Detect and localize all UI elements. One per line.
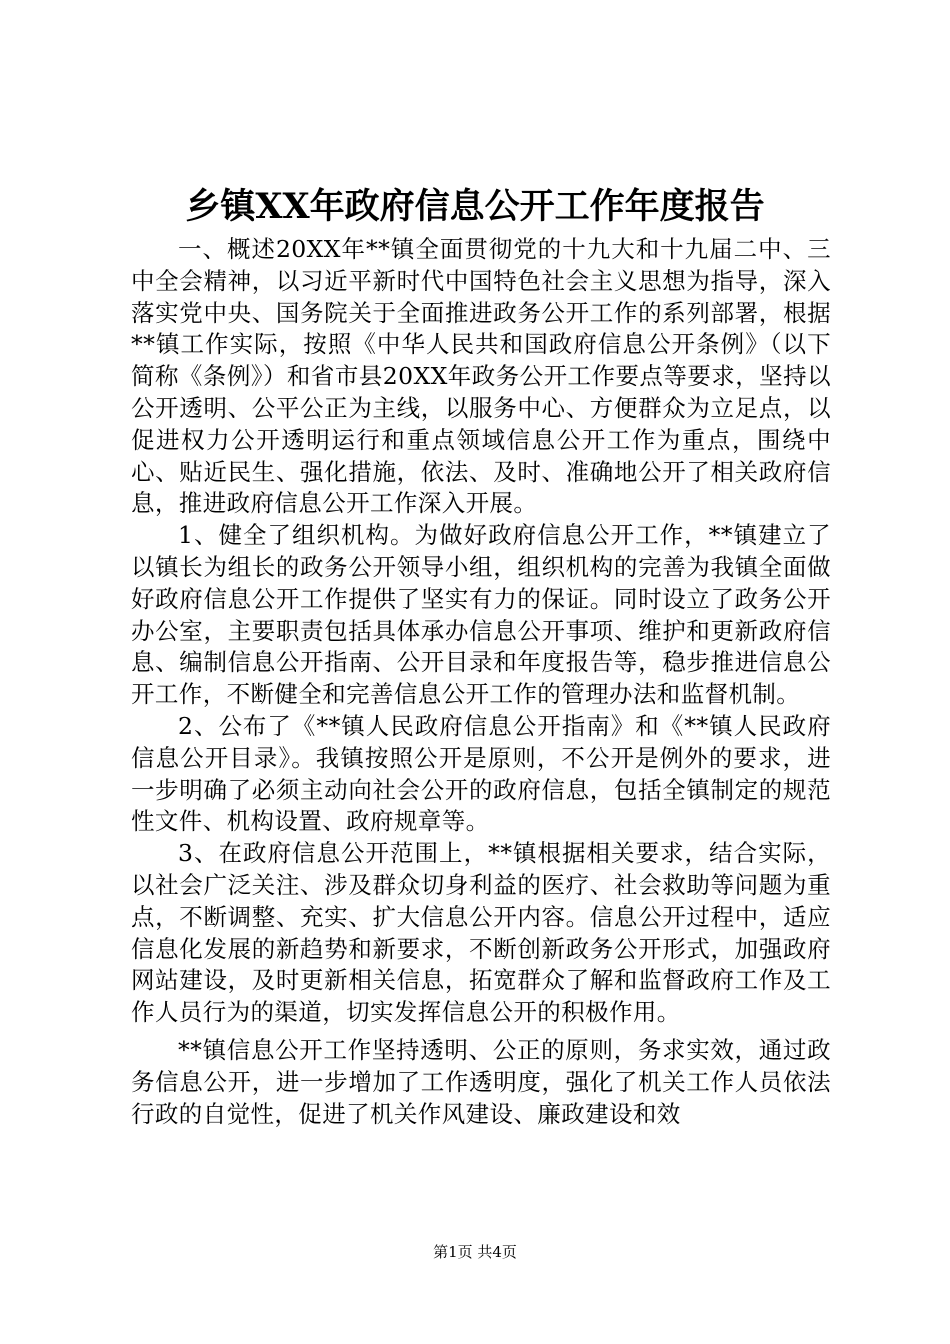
paragraph-organization: 1、健全了组织机构。为做好政府信息公开工作，**镇建立了以镇长为组长的政务公开领导小组，组织机构的完善为我镇全面做好政府信息公开工作提供了坚实有力的保证。同时设立了政务公开办公室，主要职责包括具体承办信息公开事项、维护和更新政府信息、编制信息公开指南、公开目录和年度报告等，稳步推进信息公开工作，不断健全和完善信息公开工作的管理办法和监督机制。: [131, 521, 831, 709]
paragraph-guide-catalog: 2、公布了《**镇人民政府信息公开指南》和《**镇人民政府信息公开目录》。我镇按照公开是原则，不公开是例外的要求，进一步明确了必须主动向社会公开的政府信息，包括全镇制定的规范性文件、机构设置、政府规章等。: [131, 711, 831, 836]
page-number: 第1页 共4页: [433, 1243, 517, 1261]
document-title: 乡镇XX年政府信息公开工作年度报告: [185, 186, 765, 227]
document-body: [131, 234, 831, 1130]
paragraph-principles: **镇信息公开工作坚持透明、公正的原则，务求实效，通过政务信息公开，进一步增加了工作透明度，强化了机关工作人员依法行政的自觉性，促进了机关作风建设、廉政建设和效: [131, 1035, 831, 1128]
paragraph-overview: 一、概述20XX年**镇全面贯彻党的十九大和十九届二中、三中全会精神，以习近平新时代中国特色社会主义思想为指导，深入落实党中央、国务院关于全面推进政务公开工作的系列部署，根据**镇工作实际，按照《中华人民共和国政府信息公开条例》（以下简称《条例》）和省市县20XX年政务公开工作要点等要求，坚持以公开透明、公平公正为主线，以服务中心、方便群众为立足点，以促进权力公开透明运行和重点领域信息公开工作为重点，围绕中心、贴近民生、强化措施，依法、及时、准确地公开了相关政府信息，推进政府信息公开工作深入开展。: [131, 235, 831, 518]
paragraph-scope: 3、在政府信息公开范围上，**镇根据相关要求，结合实际，以社会广泛关注、涉及群众切身利益的医疗、社会救助等问题为重点，不断调整、充实、扩大信息公开内容。信息公开过程中，适应信息化发展的新趋势和新要求，不断创新政务公开形式，加强政府网站建设，及时更新相关信息，拓宽群众了解和监督政府工作及工作人员行为的渠道，切实发挥信息公开的积极作用。: [131, 839, 831, 1027]
